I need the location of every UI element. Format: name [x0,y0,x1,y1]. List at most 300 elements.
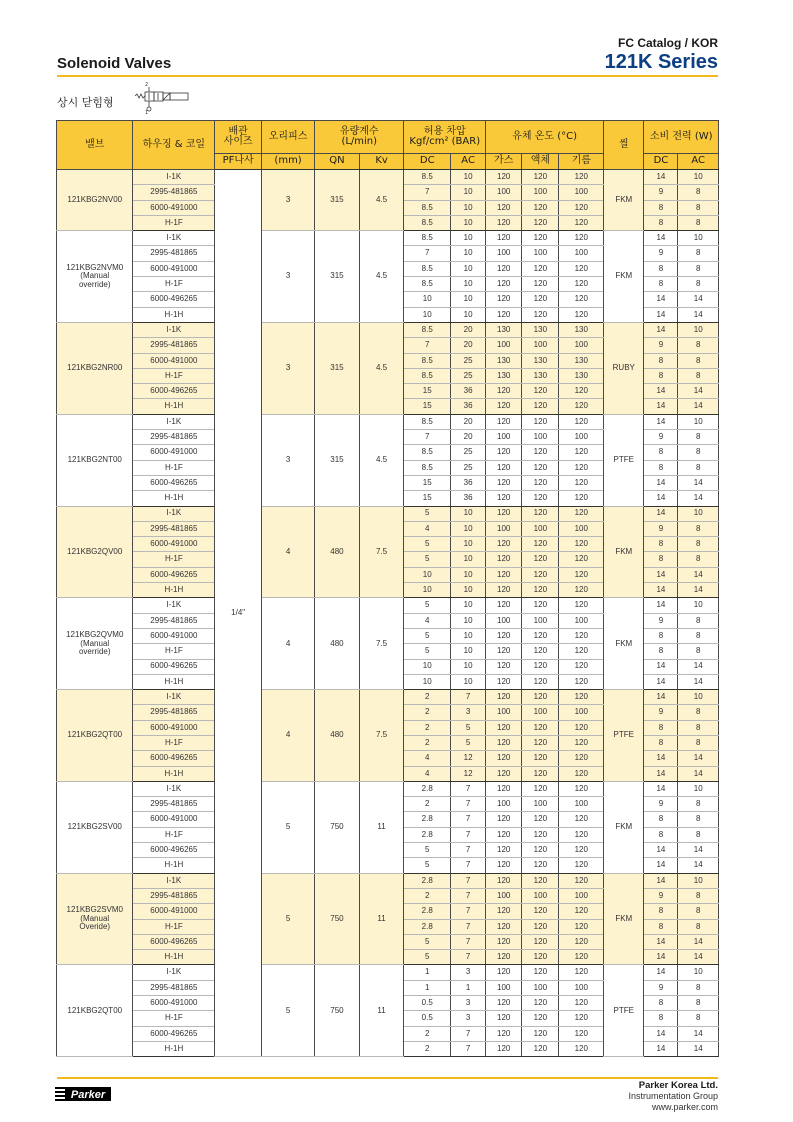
temp-oil-cell: 120 [559,583,604,598]
pressure-ac-cell: 10 [451,506,486,521]
pressure-dc-cell: 1 [404,965,451,980]
seal-cell: FKM [604,170,644,231]
temp-gas-cell: 130 [486,368,522,383]
housing-coil-cell: H-1F [133,277,215,292]
temp-liquid-cell: 120 [522,583,559,598]
housing-coil-cell: 6000-491000 [133,996,215,1011]
temp-gas-cell: 120 [486,644,522,659]
power-ac-cell: 14 [678,583,719,598]
housing-coil-cell: H-1F [133,827,215,842]
temp-gas-cell: 120 [486,200,522,215]
pressure-dc-cell: 5 [404,628,451,643]
power-ac-cell: 10 [678,170,719,185]
temp-oil-cell: 120 [559,200,604,215]
temp-gas-cell: 120 [486,674,522,689]
temp-gas-cell: 130 [486,322,522,337]
housing-coil-cell: 6000-496265 [133,475,215,490]
seal-cell: PTFE [604,690,644,782]
valve-model-cell: 121KBG2NT00 [57,414,133,506]
housing-coil-cell: 6000-491000 [133,720,215,735]
power-ac-cell: 14 [678,1041,719,1056]
power-ac-cell: 8 [678,368,719,383]
power-dc-cell: 8 [644,827,678,842]
temp-liquid-cell: 120 [522,475,559,490]
temp-liquid-cell: 120 [522,1041,559,1056]
temp-oil-cell: 100 [559,613,604,628]
qn-cell: 480 [315,690,360,782]
power-ac-cell: 14 [678,307,719,322]
pressure-ac-cell: 20 [451,338,486,353]
temp-oil-cell: 120 [559,659,604,674]
housing-coil-cell: H-1F [133,460,215,475]
housing-coil-cell: 6000-496265 [133,659,215,674]
temp-liquid-cell: 100 [522,705,559,720]
svg-text:2: 2 [145,82,149,88]
pressure-ac-cell: 10 [451,170,486,185]
temp-oil-cell: 100 [559,338,604,353]
pressure-dc-cell: 8.5 [404,414,451,429]
pressure-ac-cell: 10 [451,215,486,230]
power-ac-cell: 8 [678,812,719,827]
pressure-ac-cell: 20 [451,322,486,337]
power-ac-cell: 8 [678,705,719,720]
temp-liquid-cell: 100 [522,246,559,261]
power-ac-cell: 8 [678,215,719,230]
pressure-dc-cell: 10 [404,567,451,582]
pressure-ac-cell: 10 [451,307,486,322]
temp-gas-cell: 120 [486,506,522,521]
seal-cell: PTFE [604,965,644,1057]
power-dc-cell: 14 [644,506,678,521]
orifice-cell: 3 [262,231,315,323]
temp-oil-cell: 120 [559,552,604,567]
pressure-dc-cell: 8.5 [404,200,451,215]
temp-liquid-header: 액체 [522,154,559,170]
pressure-ac-cell: 10 [451,521,486,536]
temp-oil-cell: 100 [559,888,604,903]
temp-liquid-cell: 120 [522,690,559,705]
temp-oil-cell: 120 [559,674,604,689]
housing-coil-cell: H-1H [133,1041,215,1056]
pressure-dc-cell: 0.5 [404,1011,451,1026]
power-dc-cell: 9 [644,613,678,628]
pressure-ac-cell: 7 [451,827,486,842]
power-ac-cell: 10 [678,231,719,246]
housing-coil-cell: 6000-496265 [133,567,215,582]
temp-gas-cell: 120 [486,231,522,246]
pressure-dc-cell: 2.8 [404,919,451,934]
temp-gas-cell: 120 [486,384,522,399]
series-title: 121K Series [604,51,718,73]
temp-gas-cell: 120 [486,720,522,735]
power-dc-cell: 8 [644,720,678,735]
pressure-dc-cell: 5 [404,843,451,858]
pressure-ac-cell: 3 [451,705,486,720]
qn-cell: 480 [315,506,360,598]
power-dc-cell: 14 [644,674,678,689]
temp-oil-cell: 120 [559,781,604,796]
pressure-ac-cell: 10 [451,598,486,613]
temp-gas-cell: 120 [486,996,522,1011]
power-ac-cell: 14 [678,751,719,766]
valve-model-cell: 121KBG2SV00 [57,781,133,873]
temp-liquid-cell: 120 [522,170,559,185]
housing-coil-cell: I-1K [133,506,215,521]
orifice-cell: 5 [262,965,315,1057]
pressure-ac-cell: 10 [451,644,486,659]
col-orifice-header: 오리피스 [262,121,315,154]
temp-gas-cell: 120 [486,1011,522,1026]
footer-divider [57,1077,718,1079]
temp-liquid-cell: 120 [522,537,559,552]
temp-oil-cell: 120 [559,720,604,735]
pressure-ac-cell: 36 [451,475,486,490]
pressure-ac-cell: 1 [451,980,486,995]
power-ac-cell: 8 [678,537,719,552]
housing-coil-cell: 2995-481865 [133,980,215,995]
power-dc-cell: 8 [644,445,678,460]
temp-liquid-cell: 120 [522,215,559,230]
power-dc-cell: 14 [644,858,678,873]
temp-liquid-cell: 120 [522,1011,559,1026]
temp-liquid-cell: 120 [522,674,559,689]
svg-text:1: 1 [145,110,149,114]
pressure-dc-cell: 8.5 [404,460,451,475]
valve-model-cell: 121KBG2QV00 [57,506,133,598]
temp-liquid-cell: 100 [522,613,559,628]
temp-liquid-cell: 120 [522,598,559,613]
temp-oil-cell: 120 [559,231,604,246]
temp-oil-cell: 100 [559,521,604,536]
pressure-dc-cell: 5 [404,598,451,613]
pressure-ac-cell: 10 [451,583,486,598]
power-dc-cell: 8 [644,644,678,659]
temp-gas-cell: 120 [486,751,522,766]
housing-coil-cell: H-1F [133,215,215,230]
housing-coil-cell: H-1F [133,735,215,750]
temp-oil-cell: 100 [559,797,604,812]
power-dc-cell: 14 [644,567,678,582]
housing-coil-cell: H-1F [133,1011,215,1026]
valve-model-cell: 121KBG2NV00 [57,170,133,231]
temp-gas-cell: 120 [486,690,522,705]
temp-liquid-cell: 120 [522,231,559,246]
housing-coil-cell: H-1H [133,766,215,781]
temp-liquid-cell: 120 [522,307,559,322]
housing-coil-cell: 6000-491000 [133,261,215,276]
temp-oil-cell: 130 [559,322,604,337]
housing-coil-cell: I-1K [133,170,215,185]
temp-gas-cell: 100 [486,521,522,536]
temp-gas-cell: 120 [486,781,522,796]
temp-liquid-cell: 120 [522,506,559,521]
pressure-ac-cell: 7 [451,904,486,919]
pressure-ac-cell: 12 [451,766,486,781]
pressure-dc-cell: 2 [404,705,451,720]
power-ac-cell: 8 [678,1011,719,1026]
power-ac-cell: 14 [678,399,719,414]
temp-gas-cell: 100 [486,888,522,903]
power-dc-cell: 8 [644,200,678,215]
temp-oil-cell: 120 [559,873,604,888]
table-row [57,781,719,796]
power-dc-cell: 14 [644,1026,678,1041]
pressure-dc-cell: 10 [404,674,451,689]
temp-liquid-cell: 100 [522,185,559,200]
power-ac-cell: 14 [678,858,719,873]
power-ac-cell: 14 [678,567,719,582]
temp-gas-cell: 120 [486,812,522,827]
orifice-cell: 5 [262,781,315,873]
temp-gas-cell: 120 [486,919,522,934]
temp-gas-cell: 120 [486,904,522,919]
pressure-ac-cell: 3 [451,996,486,1011]
pressure-ac-cell: 10 [451,200,486,215]
valve-model-cell: 121KBG2QVM0 (Manual override) [57,598,133,690]
pressure-ac-cell: 10 [451,246,486,261]
pressure-ac-cell: 7 [451,858,486,873]
pressure-ac-cell: 25 [451,353,486,368]
housing-coil-cell: 6000-496265 [133,1026,215,1041]
power-ac-cell: 8 [678,261,719,276]
orifice-cell: 3 [262,170,315,231]
temp-oil-cell: 120 [559,735,604,750]
housing-coil-cell: 6000-491000 [133,904,215,919]
temp-oil-cell: 120 [559,384,604,399]
col-temp-header: 유체 온도 (°C) [486,121,604,154]
qn-cell: 750 [315,965,360,1057]
temp-gas-cell: 120 [486,827,522,842]
pressure-ac-header: AC [451,154,486,170]
temp-oil-cell: 120 [559,690,604,705]
pressure-dc-cell: 10 [404,307,451,322]
temp-gas-cell: 120 [486,598,522,613]
kv-cell: 7.5 [359,690,404,782]
temp-oil-cell: 120 [559,1026,604,1041]
col-power-header: 소비 전력 (W) [644,121,719,154]
power-dc-cell: 14 [644,690,678,705]
pressure-dc-cell: 5 [404,506,451,521]
temp-gas-header: 가스 [486,154,522,170]
pressure-ac-cell: 10 [451,613,486,628]
temp-gas-cell: 120 [486,965,522,980]
power-dc-cell: 8 [644,628,678,643]
orifice-cell: 4 [262,598,315,690]
col-valve-header: 밸브 [57,121,133,170]
power-dc-cell: 8 [644,1011,678,1026]
power-ac-cell: 8 [678,185,719,200]
temp-oil-cell: 120 [559,628,604,643]
temp-liquid-cell: 120 [522,567,559,582]
temp-oil-cell: 120 [559,996,604,1011]
temp-gas-cell: 120 [486,950,522,965]
pressure-ac-cell: 7 [451,797,486,812]
power-dc-header: DC [644,154,678,170]
temp-liquid-cell: 120 [522,735,559,750]
temp-gas-cell: 120 [486,277,522,292]
power-dc-cell: 8 [644,353,678,368]
temp-oil-cell: 120 [559,491,604,506]
power-ac-cell: 8 [678,797,719,812]
temp-oil-cell: 120 [559,215,604,230]
temp-liquid-cell: 100 [522,888,559,903]
pressure-ac-cell: 25 [451,368,486,383]
solenoid-spec-table [56,120,719,1057]
temp-liquid-cell: 120 [522,399,559,414]
housing-coil-cell: 2995-481865 [133,338,215,353]
power-ac-cell: 8 [678,888,719,903]
temp-oil-cell: 120 [559,1011,604,1026]
seal-cell: RUBY [604,322,644,414]
orifice-cell: 3 [262,322,315,414]
temp-oil-cell: 100 [559,430,604,445]
pressure-ac-cell: 36 [451,399,486,414]
temp-gas-cell: 130 [486,353,522,368]
port-unit-header: PF나사 [215,154,262,170]
valve-model-cell: 121KBG2NVM0 (Manual override) [57,231,133,323]
power-ac-cell: 14 [678,292,719,307]
pressure-ac-cell: 7 [451,888,486,903]
temp-oil-cell: 120 [559,934,604,949]
temp-oil-cell: 120 [559,598,604,613]
power-dc-cell: 14 [644,934,678,949]
housing-coil-cell: H-1F [133,552,215,567]
pressure-dc-cell: 8.5 [404,445,451,460]
pressure-ac-cell: 7 [451,812,486,827]
pressure-dc-cell: 7 [404,430,451,445]
power-dc-cell: 14 [644,399,678,414]
housing-coil-cell: 2995-481865 [133,888,215,903]
pressure-dc-cell: 15 [404,491,451,506]
pressure-ac-cell: 3 [451,965,486,980]
pressure-ac-cell: 10 [451,261,486,276]
housing-coil-cell: 2995-481865 [133,430,215,445]
housing-coil-cell: 2995-481865 [133,246,215,261]
temp-oil-cell: 120 [559,1041,604,1056]
temp-oil-cell: 120 [559,506,604,521]
pressure-ac-cell: 25 [451,445,486,460]
kv-cell: 11 [359,965,404,1057]
temp-oil-cell: 120 [559,399,604,414]
pressure-dc-cell: 2.8 [404,781,451,796]
power-ac-cell: 14 [678,843,719,858]
housing-coil-cell: 6000-491000 [133,628,215,643]
temp-gas-cell: 120 [486,475,522,490]
power-ac-cell: 10 [678,873,719,888]
pressure-dc-cell: 8.5 [404,170,451,185]
temp-liquid-cell: 130 [522,322,559,337]
pressure-ac-cell: 7 [451,919,486,934]
power-ac-cell: 10 [678,965,719,980]
power-dc-cell: 14 [644,766,678,781]
spec-table-body [57,170,719,1057]
power-ac-cell: 8 [678,552,719,567]
temp-liquid-cell: 100 [522,980,559,995]
housing-coil-cell: 2995-481865 [133,521,215,536]
temp-oil-cell: 120 [559,950,604,965]
pressure-dc-cell: 2 [404,1041,451,1056]
pressure-ac-cell: 25 [451,460,486,475]
table-row [57,506,719,521]
housing-coil-cell: 2995-481865 [133,613,215,628]
power-ac-cell: 8 [678,919,719,934]
housing-coil-cell: I-1K [133,781,215,796]
power-ac-header: AC [678,154,719,170]
valve-model-cell: 121KBG2SVM0 (Manual Overide) [57,873,133,965]
qn-header: QN [315,154,360,170]
pressure-dc-cell: 15 [404,384,451,399]
housing-coil-cell: 2995-481865 [133,705,215,720]
temp-liquid-cell: 120 [522,766,559,781]
power-ac-cell: 10 [678,690,719,705]
temp-oil-cell: 120 [559,475,604,490]
pressure-dc-header: DC [404,154,451,170]
pressure-dc-cell: 2 [404,888,451,903]
temp-liquid-cell: 130 [522,368,559,383]
temp-gas-cell: 100 [486,246,522,261]
orifice-cell: 3 [262,414,315,506]
temp-liquid-cell: 120 [522,720,559,735]
power-ac-cell: 10 [678,506,719,521]
housing-coil-cell: 6000-491000 [133,812,215,827]
power-dc-cell: 8 [644,904,678,919]
temp-gas-cell: 120 [486,399,522,414]
temp-gas-cell: 120 [486,1026,522,1041]
temp-liquid-cell: 120 [522,445,559,460]
housing-coil-cell: H-1H [133,491,215,506]
power-ac-cell: 8 [678,277,719,292]
temp-oil-cell: 120 [559,827,604,842]
pressure-ac-cell: 36 [451,384,486,399]
company-name: Parker Korea Ltd. [638,1080,718,1091]
temp-liquid-cell: 120 [522,261,559,276]
power-dc-cell: 8 [644,996,678,1011]
power-dc-cell: 8 [644,537,678,552]
pressure-dc-cell: 7 [404,246,451,261]
temp-liquid-cell: 120 [522,1026,559,1041]
pressure-dc-cell: 7 [404,338,451,353]
temp-gas-cell: 100 [486,980,522,995]
power-dc-cell: 14 [644,950,678,965]
pressure-ac-cell: 5 [451,720,486,735]
valve-symbol-icon [133,80,193,114]
power-ac-cell: 8 [678,628,719,643]
temp-liquid-cell: 120 [522,384,559,399]
pressure-ac-cell: 7 [451,1041,486,1056]
table-row [57,965,719,980]
housing-coil-cell: 6000-491000 [133,537,215,552]
temp-liquid-cell: 100 [522,338,559,353]
temp-liquid-cell: 120 [522,491,559,506]
kv-cell: 4.5 [359,414,404,506]
power-dc-cell: 8 [644,552,678,567]
power-dc-cell: 14 [644,1041,678,1056]
power-dc-cell: 9 [644,521,678,536]
pressure-ac-cell: 10 [451,659,486,674]
pressure-ac-cell: 36 [451,491,486,506]
temp-gas-cell: 120 [486,628,522,643]
temp-liquid-cell: 120 [522,659,559,674]
power-ac-cell: 8 [678,460,719,475]
temp-liquid-cell: 120 [522,812,559,827]
pressure-dc-cell: 2.8 [404,873,451,888]
temp-liquid-cell: 120 [522,996,559,1011]
power-ac-cell: 14 [678,950,719,965]
power-dc-cell: 9 [644,430,678,445]
table-row [57,414,719,429]
table-row [57,322,719,337]
pressure-dc-cell: 8.5 [404,353,451,368]
